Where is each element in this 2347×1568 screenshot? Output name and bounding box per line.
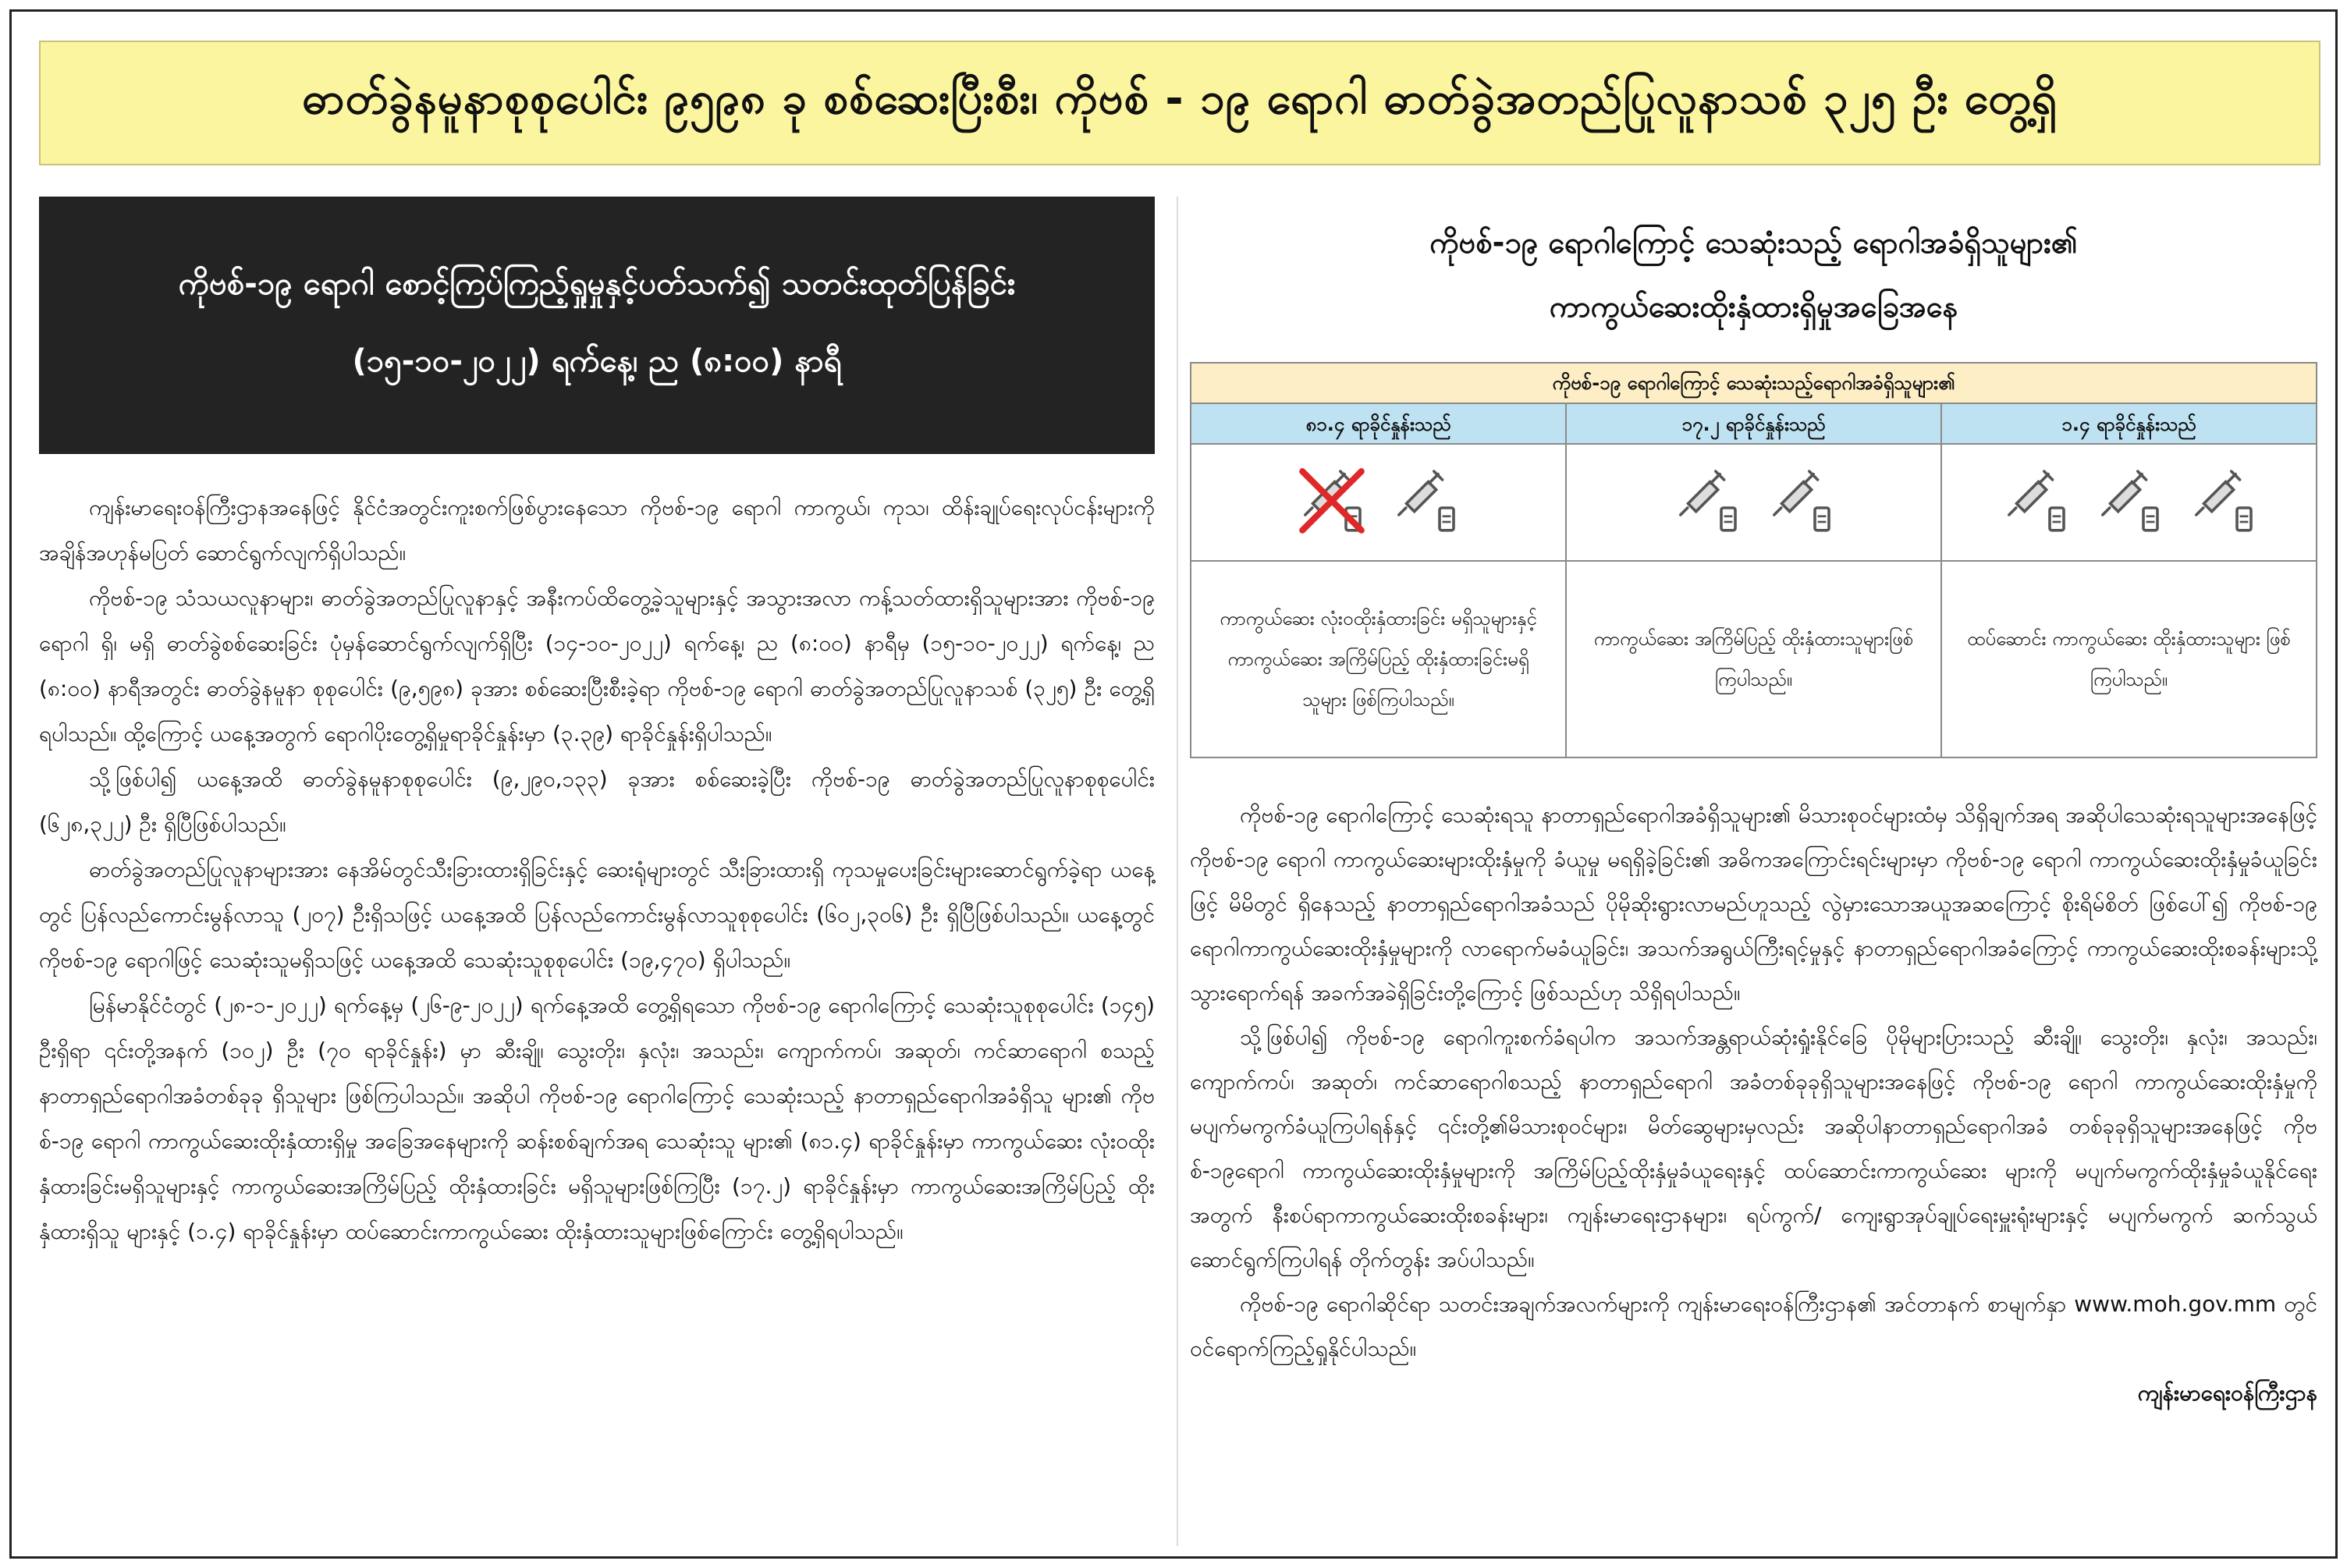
- paragraph: သို့ဖြစ်ပါ၍ ယနေ့အထိ ဓာတ်ခွဲနမူနာစုစုပေါင်း (၉,၂၉၀,၁၃၃) ခုအား စစ်ဆေးခဲ့ပြီး ကိုဗစ်-၁၉ ဓာတ်ခွဲအတည်ပြုလူနာစုစုပေါင်း (၆၂၈,၃၂၂) ဦး ရှိပြီဖြစ်ပါသည်။: [39, 766, 1155, 837]
- syringe-icon: [2188, 466, 2258, 539]
- description-cell: ကာကွယ်ဆေး လုံးဝထိုးနှံထားခြင်း မရှိသူများနှင့် ကာကွယ်ဆေး အကြိမ်ပြည့် ထိုးနှံထားခြင်းမရှိ သူများ ဖြစ်ကြပါသည်။: [1191, 562, 1567, 757]
- paragraph: မြန်မာနိုင်ငံတွင် (၂၈-၁-၂၀၂၂) ရက်နေ့မှ (၂၆-၉-၂၀၂၂) ရက်နေ့အထိ တွေ့ရှိရသော ကိုဗစ်-၁၉ ရောဂါကြောင့် သေဆုံးသူစုစုပေါင်း (၁၄၅) ဦးရှိရာ ၎င်းတို့အနက် (၁၀၂) ဦး (၇၀ ရာခိုင်နှုန်း) မှာ ဆီးချို၊ သွေးတိုး၊ နှလုံး၊ အသည်း၊ ကျောက်ကပ်၊ အဆုတ်၊ ကင်ဆာရောဂါ စသည့် နာတာရှည်ရောဂါအခံတစ်ခုခု ရှိသူများ ဖြစ်ကြပါသည်။ အဆိုပါ ကိုဗစ်-၁၉ ရောဂါကြောင့် သေဆုံးသည့် နာတာရှည်ရောဂါအခံရှိသူ များ၏ ကိုဗစ်-၁၉ ရောဂါ ကာကွယ်ဆေးထိုးနှံထားရှိမှု အခြေအနေများကို ဆန်းစစ်ချက်အရ သေဆုံးသူ များ၏ (၈၁.၄) ရာခိုင်နှုန်းမှာ ကာကွယ်ဆေး လုံးဝထိုးနှံထားခြင်းမရှိသူများနှင့် ကာကွယ်ဆေးအကြိမ်ပြည့် ထိုးနှံထားခြင်း မရှိသူများဖြစ်ကြပြီး (၁၇.၂) ရာခိုင်နှုန်းမှာ ကာကွယ်ဆေးအကြိမ်ပြည့် ထိုးနှံထားရှိသူ များနှင့် (၁.၄) ရာခိုင်နှုန်းမှာ ထပ်ဆောင်းကာကွယ်ဆေး ထိုးနှံထားသူများဖြစ်ကြောင်း တွေ့ရှိရပါသည်။: [39, 992, 1155, 1244]
- syringe-icon: [1672, 466, 1742, 539]
- percent-row: [1191, 404, 2316, 445]
- paragraph: ကိုဗစ်-၁၉ သံသယလူနာများ၊ ဓာတ်ခွဲအတည်ပြုလူနာနှင့် အနီးကပ်ထိတွေ့ခဲ့သူများနှင့် အသွားအလာ ကန့်သတ်ထားရှိသူများအား ကိုဗစ်-၁၉ ရောဂါ ရှိ၊ မရှိ ဓာတ်ခွဲစစ်ဆေးခြင်း ပုံမှန်ဆောင်ရွက်လျက်ရှိပြီး (၁၄-၁၀-၂၀၂၂) ရက်နေ့၊ ည (၈:၀၀) နာရီမှ (၁၅-၁၀-၂၀၂၂) ရက်နေ့၊ ည (၈:၀၀) နာရီအတွင်း ဓာတ်ခွဲနမူနာ စုစုပေါင်း (၉,၅၉၈) ခုအား စစ်ဆေးပြီးစီးခဲ့ရာ ကိုဗစ်-၁၉ ရောဂါ ဓာတ်ခွဲအတည်ပြုလူနာသစ် (၃၂၅) ဦး တွေ့ရှိရပါသည်။ ထို့ကြောင့် ယနေ့အတွက် ရောဂါပိုးတွေ့ရှိမှုရာခိုင်နှုန်းမှာ (၃.၃၉) ရာခိုင်နှုန်းရှိပါသည်။: [39, 585, 1155, 747]
- vaccination-status-table: [1190, 362, 2317, 758]
- icon-cell: [1942, 445, 2316, 562]
- signature: ကျန်းမာရေးဝန်ကြီးဌာန: [2137, 1380, 2317, 1406]
- signature-row: [1190, 1371, 2317, 1415]
- description-cell: ထပ်ဆောင်း ကာကွယ်ဆေး ထိုးနှံထားသူများ ဖြစ်ကြပါသည်။: [1967, 628, 2291, 690]
- percent-cell: ၁၇.၂ ရာခိုင်နှုန်းသည်: [1567, 404, 1942, 445]
- icon-cell: [1567, 445, 1942, 562]
- announcement-box: [39, 197, 1155, 454]
- right-body: [1190, 793, 2317, 1415]
- paragraph: ကျန်းမာရေးဝန်ကြီးဌာနအနေဖြင့် နိုင်ငံအတွင်းကူးစက်ဖြစ်ပွားနေသော ကိုဗစ်-၁၉ ရောဂါ ကာကွယ်၊ ကုသ၊ ထိန်းချုပ်ရေးလုပ်ငန်းများကို အချိန်အဟုန်မပြတ် ဆောင်ရွက်လျက်ရှိပါသည်။: [39, 495, 1155, 566]
- paragraph: ဓာတ်ခွဲအတည်ပြုလူနာများအား နေအိမ်တွင်သီးခြားထားရှိခြင်းနှင့် ဆေးရုံများတွင် သီးခြားထားရှိ ကုသမှုပေးခြင်းများဆောင်ရွက်ခဲ့ရာ ယနေ့တွင် ပြန်လည်ကောင်းမွန်လာသူ (၂၀၇) ဦးရှိသဖြင့် ယနေ့အထိ ပြန်လည်ကောင်းမွန်လာသူစုစုပေါင်း (၆၀၂,၃၀၆) ဦး ရှိပြီဖြစ်ပါသည်။ ယနေ့တွင် ကိုဗစ်-၁၉ ရောဂါဖြင့် သေဆုံးသူမရှိသဖြင့် ယနေ့အထိ သေဆုံးသူစုစုပေါင်း (၁၉,၄၇၀) ရှိပါသည်။: [39, 857, 1155, 973]
- description-row: [1191, 562, 2316, 757]
- syringe-icon: [1390, 466, 1461, 539]
- table-header: ကိုဗစ်-၁၉ ရောဂါကြောင့် သေဆုံးသည့်ရောဂါအခံရှိသူများ၏: [1191, 364, 2316, 404]
- headline: ဓာတ်ခွဲနမူနာစုစုပေါင်း ၉၅၉၈ ခု စစ်ဆေးပြီးစီး၊ ကိုဗစ် - ၁၉ ရောဂါ ဓာတ်ခွဲအတည်ပြုလူနာသစ် ၃၂၅ ဦး တွေ့ရှိ: [39, 41, 2320, 165]
- left-body: [39, 485, 1155, 1254]
- syringe-icon: [2094, 466, 2164, 539]
- paragraph: သို့ဖြစ်ပါ၍ ကိုဗစ်-၁၉ ရောဂါကူးစက်ခံရပါက အသက်အန္တရာယ်ဆုံးရှုံးနိုင်ခြေ ပိုမိုများပြားသည့် ဆီးချို၊ သွေးတိုး၊ နှလုံး၊ အသည်း၊ ကျောက်ကပ်၊ အဆုတ်၊ ကင်ဆာရောဂါစသည့် နာတာရှည်ရောဂါ အခံတစ်ခုခုရှိသူများအနေဖြင့် ကိုဗစ်-၁၉ ရောဂါ ကာကွယ်ဆေးထိုးနှံမှုကို မပျက်မကွက်ခံယူကြပါရန်နှင့် ၎င်းတို့၏မိသားစုဝင်များ၊ မိတ်ဆွေများမှလည်း အဆိုပါနာတာရှည်ရောဂါအခံ တစ်ခုခုရှိသူများအနေဖြင့် ကိုဗစ်-၁၉ရောဂါ ကာကွယ်ဆေးထိုးနှံမှုများကို အကြိမ်ပြည့်ထိုးနှံမှုခံယူရေးနှင့် ထပ်ဆောင်းကာကွယ်ဆေး များကို မပျက်မကွက်ထိုးနှံမှုခံယူနိုင်ရေးအတွက် နီးစပ်ရာကာကွယ်ဆေးထိုးစခန်းများ၊ ကျန်းမာရေးဌာနများ၊ ရပ်ကွက်/ ကျေးရွာအုပ်ချုပ်ရေးမှူးရုံးများနှင့် မပျက်မကွက် ဆက်သွယ်ဆောင်ရွက်ကြပါရန် တိုက်တွန်း အပ်ပါသည်။: [1190, 1024, 2317, 1272]
- paragraph: ကိုဗစ်-၁၉ ရောဂါကြောင့် သေဆုံးရသူ နာတာရှည်ရောဂါအခံရှိသူများ၏ မိသားစုဝင်များထံမှ သိရှိချက်အရ အဆိုပါသေဆုံးရသူများအနေဖြင့် ကိုဗစ်-၁၉ ရောဂါ ကာကွယ်ဆေးများထိုးနှံမှုကို ခံယူမှု မရရှိခဲ့ခြင်း၏ အဓိကအကြောင်းရင်းများမှာ ကိုဗစ်-၁၉ ရောဂါ ကာကွယ်ဆေးထိုးနှံမှုခံယူခြင်းဖြင့် မိမိတွင် ရှိနေသည့် နာတာရှည်ရောဂါအခံသည် ပိုမိုဆိုးရွားလာမည်ဟူသည့် လွဲမှားသောအယူအဆကြောင့် စိုးရိမ်စိတ် ဖြစ်ပေါ်၍ ကိုဗစ်-၁၉ ရောဂါကာကွယ်ဆေးထိုးနှံမှုများကို လာရောက်မခံယူခြင်း၊ အသက်အရွယ်ကြီးရင့်မှုနှင့် နာတာရှည်ရောဂါအခံကြောင့် ကာကွယ်ဆေးထိုးစခန်းများသို့ သွားရောက်ရန် အခက်အခဲရှိခြင်းတို့ကြောင့် ဖြစ်သည်ဟု သိရှိရပါသည်။: [1190, 802, 2317, 1006]
- icon-row: [1191, 445, 2316, 562]
- percent-cell: ၁.၄ ရာခိုင်နှုန်းသည်: [1942, 404, 2316, 445]
- paragraph: ကိုဗစ်-၁၉ ရောဂါဆိုင်ရာ သတင်းအချက်အလက်များကို ကျန်းမာရေးဝန်ကြီးဌာန၏ အင်တာနက် စာမျက်နှာ www.moh.gov.mm တွင် ဝင်ရောက်ကြည့်ရှုနိုင်ပါသည်။: [1190, 1291, 2317, 1361]
- right-column: [1190, 197, 2317, 1546]
- left-column: [39, 197, 1155, 1546]
- infographic-title: [1190, 211, 2317, 339]
- column-divider: [1177, 197, 1178, 1546]
- syringe-icon: [1766, 466, 1836, 539]
- crossed-syringe-icon: [1297, 466, 1367, 539]
- description-cell: ကာကွယ်ဆေး အကြိမ်ပြည့် ထိုးနှံထားသူများဖြစ်ကြပါသည်။: [1567, 562, 1942, 757]
- icon-cell: [1191, 445, 1567, 562]
- syringe-icon: [2001, 466, 2071, 539]
- infographic-title-line1: ကိုဗစ်-၁၉ ရောဂါကြောင့် သေဆုံးသည့် ရောဂါအခံရှိသူများ၏: [1429, 225, 2078, 260]
- infographic-title-line2: ကာကွယ်ဆေးထိုးနှံထားရှိမှုအခြေအနေ: [1549, 289, 1958, 324]
- announcement-title: ကိုဗစ်-၁၉ ရောဂါ စောင့်ကြပ်ကြည့်ရှုမှုနှင့်ပတ်သက်၍ သတင်းထုတ်ပြန်ခြင်း: [178, 266, 1016, 302]
- announcement-date: (၁၅-၁၀-၂၀၂၂) ရက်နေ့၊ ည (၈:၀၀) နာရီ: [352, 343, 842, 379]
- percent-cell: ၈၁.၄ ရာခိုင်နှုန်းသည်: [1191, 404, 1567, 445]
